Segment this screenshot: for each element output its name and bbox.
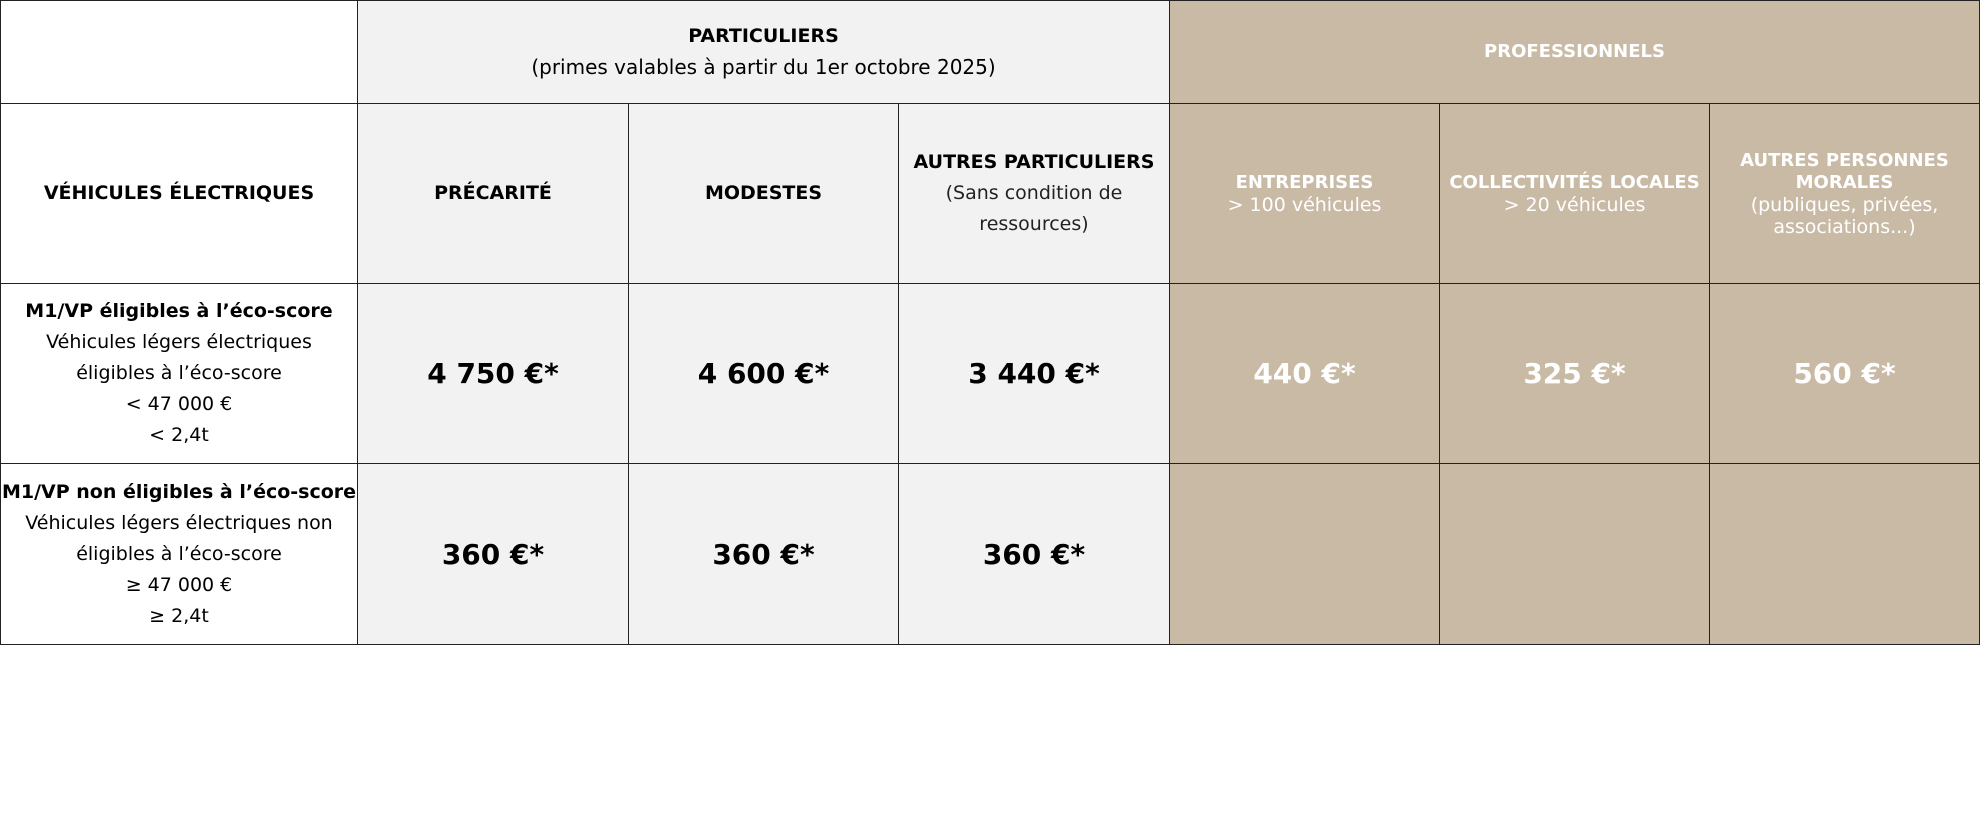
table-cell xyxy=(898,463,1170,645)
autres-personnes-title-1: AUTRES PERSONNES xyxy=(1740,149,1949,171)
autres-particuliers-title: AUTRES PARTICULIERS xyxy=(913,151,1155,173)
entreprises-title: ENTREPRISES xyxy=(1235,171,1374,193)
row-line: ≥ 2,4t xyxy=(149,604,209,627)
autres-personnes-sub-1: (publiques, privées, xyxy=(1750,193,1939,216)
row-line: < 2,4t xyxy=(149,424,209,446)
autres-particuliers-header xyxy=(898,103,1170,284)
vehicules-title: VÉHICULES ÉLECTRIQUES xyxy=(43,182,315,204)
particuliers-title: PARTICULIERS xyxy=(688,25,839,47)
professionnels-header xyxy=(1169,0,1980,104)
table-cell xyxy=(628,283,899,464)
autres-particuliers-note-1: (Sans condition de xyxy=(945,182,1123,204)
price-value: 440 €* xyxy=(1253,357,1356,390)
professionnels-title: PROFESSIONNELS xyxy=(1484,41,1665,62)
row-line: ≥ 47 000 € xyxy=(125,573,233,596)
entreprises-header xyxy=(1169,103,1440,284)
row-title: M1/VP éligibles à l’éco-score xyxy=(25,300,333,322)
row-line: éligibles à l’éco-score xyxy=(76,362,282,384)
row-label xyxy=(0,283,358,464)
collectivites-header xyxy=(1439,103,1710,284)
autres-particuliers-note-2: ressources) xyxy=(979,213,1089,235)
particuliers-header xyxy=(357,0,1170,104)
row-line: Véhicules légers électriques xyxy=(46,331,312,353)
corner-cell xyxy=(0,0,358,104)
price-value: 360 €* xyxy=(441,537,545,571)
collectivites-title: COLLECTIVITÉS LOCALES xyxy=(1449,171,1700,193)
price-value: 4 750 €* xyxy=(427,357,559,390)
autres-personnes-header xyxy=(1709,103,1980,284)
precarite-header xyxy=(357,103,629,284)
row-line: éligibles à l’éco-score xyxy=(76,542,282,565)
table-cell xyxy=(357,463,629,645)
particuliers-subtitle: (primes valables à partir du 1er octobre 2025) xyxy=(531,55,996,79)
price-value: 3 440 €* xyxy=(968,357,1100,390)
table-cell xyxy=(1439,283,1710,464)
entreprises-sub: > 100 véhicules xyxy=(1227,193,1382,216)
price-value: 4 600 €* xyxy=(697,357,830,390)
price-value: 360 €* xyxy=(712,537,815,571)
row-line: Véhicules légers électriques non xyxy=(25,511,333,534)
row-title: M1/VP non éligibles à l’éco-score xyxy=(1,480,357,503)
precarite-title: PRÉCARITÉ xyxy=(434,182,552,204)
vehicules-header xyxy=(0,103,358,284)
row-label xyxy=(0,463,358,645)
table-cell xyxy=(628,463,899,645)
price-value: 360 €* xyxy=(982,537,1086,571)
autres-personnes-title-2: MORALES xyxy=(1795,171,1894,193)
table-cell xyxy=(898,283,1170,464)
table-cell xyxy=(1439,463,1710,645)
table-cell xyxy=(1709,463,1980,645)
collectivites-sub: > 20 véhicules xyxy=(1503,193,1646,216)
modestes-header xyxy=(628,103,899,284)
table-cell xyxy=(1169,463,1440,645)
modestes-title: MODESTES xyxy=(704,182,823,204)
table-cell xyxy=(1169,283,1440,464)
price-value: 325 €* xyxy=(1523,357,1626,390)
table-cell xyxy=(357,283,629,464)
autres-personnes-sub-2: associations...) xyxy=(1773,215,1916,238)
price-value: 560 €* xyxy=(1793,357,1896,390)
table-cell xyxy=(1709,283,1980,464)
row-line: < 47 000 € xyxy=(125,393,233,415)
